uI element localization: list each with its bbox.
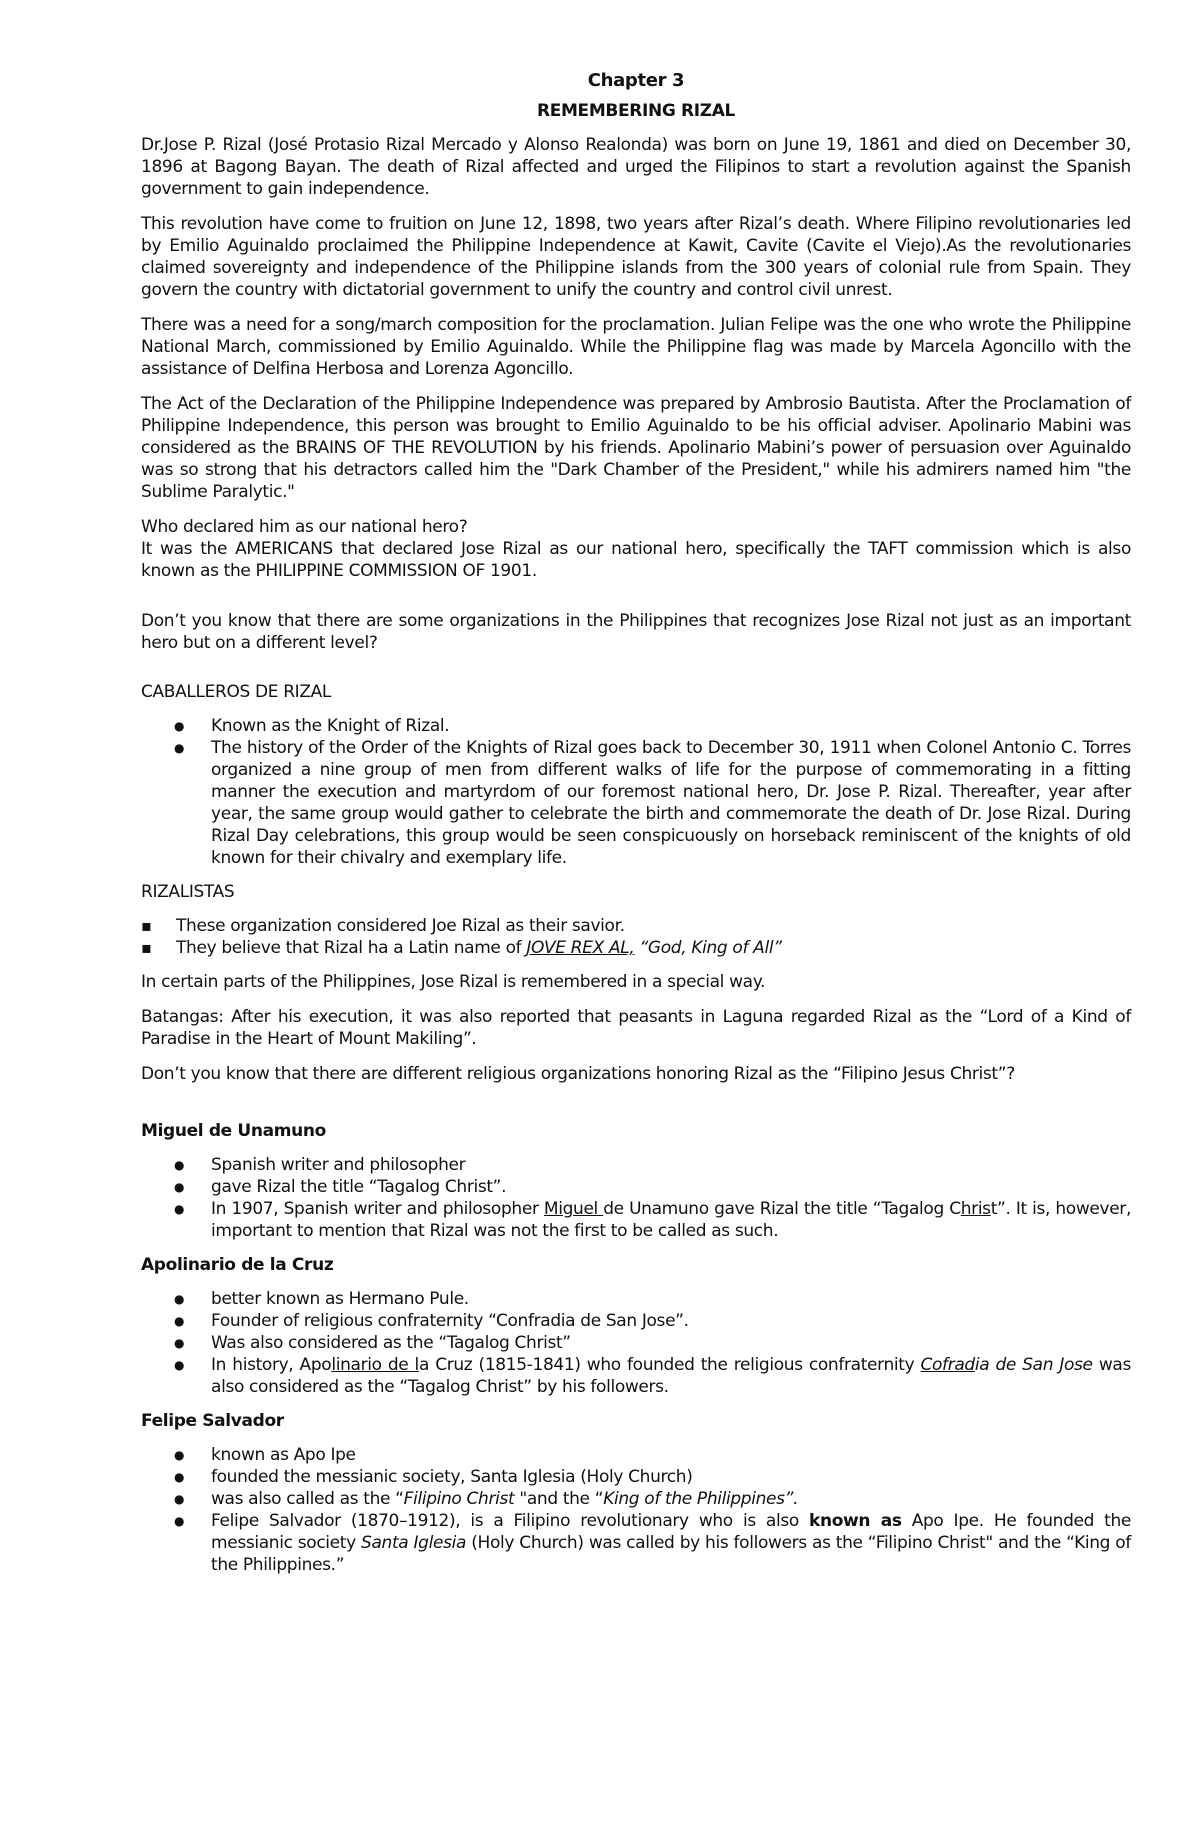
salvador-list [141,1444,1131,1576]
list-item-text [634,938,781,958]
paragraph-birth: Dr.Jose P. Rizal (José Protasio Rizal Mercado y Alonso Realonda) was born on June 19, 1861 and died on December 30, 1896 at Bagong Bayan. The death of Rizal affected and urged the Filipinos to start a revolution against the Spanish government to gain independence. [141,135,1131,199]
list-item-text: was also considered as the “Tagalog Christ” by his followers. [211,1355,1131,1397]
delacruz-list [141,1288,1131,1398]
page-title: REMEMBERING RIZAL [536,101,736,121]
list-item: ● The history of the Order of the Knights of Rizal goes back to December 30, 1911 when Colonel Antonio C. Torres organized a nine group of men from different walks of life for the purpose of commemorating in a fitting manner the execution and martyrdom of our foremost national hero, Dr. Jose P. Rizal. Thereafter, year after year, the same group would gather to celebrate the birth and commemorate the death of Dr. Jose Rizal. During Rizal Day celebrations, this group would be seen conspicuously on horseback reminiscent of the knights of old known for their chivalry and exemplary life. [141,737,1131,869]
italic-text: Santa Iglesia [361,1533,467,1553]
spacer [141,582,1131,610]
list-item [141,1198,1131,1242]
list-item-text: t”. It is, however, important to mention that Rizal was not the first to be called as such. [211,1199,1131,1241]
list-item: ● better known as Hermano Pule. [141,1288,1131,1310]
underlined-text: hris [960,1199,991,1219]
list-item: ● founded the messianic society, Santa Iglesia (Holy Church) [141,1466,1131,1488]
list-item: ● known as Apo Ipe [141,1444,1131,1466]
underlined-text: Cofrad [920,1355,975,1375]
section-heading-rizalistas: RIZALISTAS [141,882,235,902]
list-item [141,1354,1131,1398]
list-item-text: de Unamuno gave Rizal the title “Tagalog C [603,1199,961,1219]
italic-text: Filipino Christ [403,1489,515,1509]
list-item-text: was also called as the “ [211,1489,404,1509]
list-item [141,1488,1131,1510]
paragraph-declaration: The Act of the Declaration of the Philippine Independence was prepared by Ambrosio Bautista. After the Proclamation of Philippine Independence, this person was brought to Emilio Aguinaldo to be his official adviser. Apolinario Mabini was considered as the BRAINS OF THE REVOLUTION by his friends. Apolinario Mabini’s power of persuasion over Aguinaldo was so strong that his detractors called him the "Dark Chamber of the President," while his admirers named him "the Sublime Paralytic." [141,394,1131,502]
italic-text: ia de San Jose [974,1355,1093,1375]
list-item-text: They believe that Rizal ha a Latin name of [176,938,527,958]
list-item-text: "and the “ [514,1489,604,1509]
section-heading-caballeros: CABALLEROS DE RIZAL [141,682,332,702]
section-heading-salvador: Felipe Salvador [141,1411,284,1431]
paragraph-religious-orgs: Don’t you know that there are different religious organizations honoring Rizal as the “Filipino Jesus Christ”? [141,1064,1015,1084]
paragraph-batangas: Batangas: After his execution, it was also reported that peasants in Laguna regarded Rizal as the “Lord of a Kind of Paradise in the Heart of Mount Makiling”. [141,1007,1131,1049]
document-page [141,70,1131,1576]
list-item-text: a Cruz (1815-1841) who founded the religious confraternity [418,1355,921,1375]
caballeros-list [141,715,1131,869]
underlined-text: linario de l [331,1355,419,1375]
list-item [141,1510,1131,1576]
section-heading-unamuno: Miguel de Unamuno [141,1121,326,1141]
underlined-text: Miguel [543,1199,604,1219]
italic-text: King of the Philippines”. [603,1489,799,1509]
list-item [141,937,1131,959]
paragraph-revolution: This revolution have come to fruition on June 12, 1898, two years after Rizal’s death. Where Filipino revolutionaries led by Emilio Aguinaldo proclaimed the Philippine Independence at Kawit, Cavite (Cavite el Viejo).As the revolutionaries claimed sovereignty and independence of the Philippine islands from the 300 years of colonial rule from Spain. They govern the country with dictatorial government to unify the country and control civil unrest. [141,214,1131,300]
list-item: ● Spanish writer and philosopher [141,1154,1131,1176]
unamuno-list [141,1154,1131,1242]
chapter-heading: Chapter 3 [587,70,685,91]
list-item: ● gave Rizal the title “Tagalog Christ”. [141,1176,1131,1198]
list-item-text: (Holy Church) was called by his followers as the “Filipino Christ" and the “King of the Philippines.” [211,1533,1131,1575]
latin-name: JOVE REX AL, [526,938,635,958]
list-item-text: In history, Apo [211,1355,332,1375]
paragraph-special-way: In certain parts of the Philippines, Jose Rizal is remembered in a special way. [141,972,766,992]
latin-translation: “God, King of All” [634,938,782,958]
bold-text: known as [808,1511,902,1531]
section-heading-delacruz: Apolinario de la Cruz [141,1255,334,1275]
spacer [141,1098,1131,1120]
paragraph-organizations: Don’t you know that there are some organizations in the Philippines that recognizes Jose Rizal not just as an important hero but on a different level? [141,611,1131,653]
paragraph-anthem-flag: There was a need for a song/march composition for the proclamation. Julian Felipe was the one who wrote the Philippine National March, commissioned by Emilio Aguinaldo. While the Philippine flag was made by Marcela Agoncillo with the assistance of Delfina Herbosa and Lorenza Agoncillo. [141,315,1131,379]
list-item: ● Was also considered as the “Tagalog Christ” [141,1332,1131,1354]
list-item-text: In 1907, Spanish writer and philosopher [211,1199,544,1219]
list-item: ● Known as the Knight of Rizal. [141,715,1131,737]
list-item-text: Apo Ipe. He founded the messianic society [211,1511,1131,1553]
spacer [141,667,1131,681]
question-answer-block [141,516,1131,582]
question-national-hero: Who declared him as our national hero? [141,517,468,537]
answer-national-hero: It was the AMERICANS that declared Jose Rizal as our national hero, specifically the TAFT commission which is also known as the PHILIPPINE COMMISSION OF 1901. [141,539,1131,581]
list-item-text: Felipe Salvador (1870–1912), is a Filipino revolutionary who is also [211,1511,809,1531]
rizalistas-list [141,915,1131,959]
list-item: ▪ These organization considered Joe Rizal as their savior. [141,915,1131,937]
list-item: ● Founder of religious confraternity “Confradia de San Jose”. [141,1310,1131,1332]
